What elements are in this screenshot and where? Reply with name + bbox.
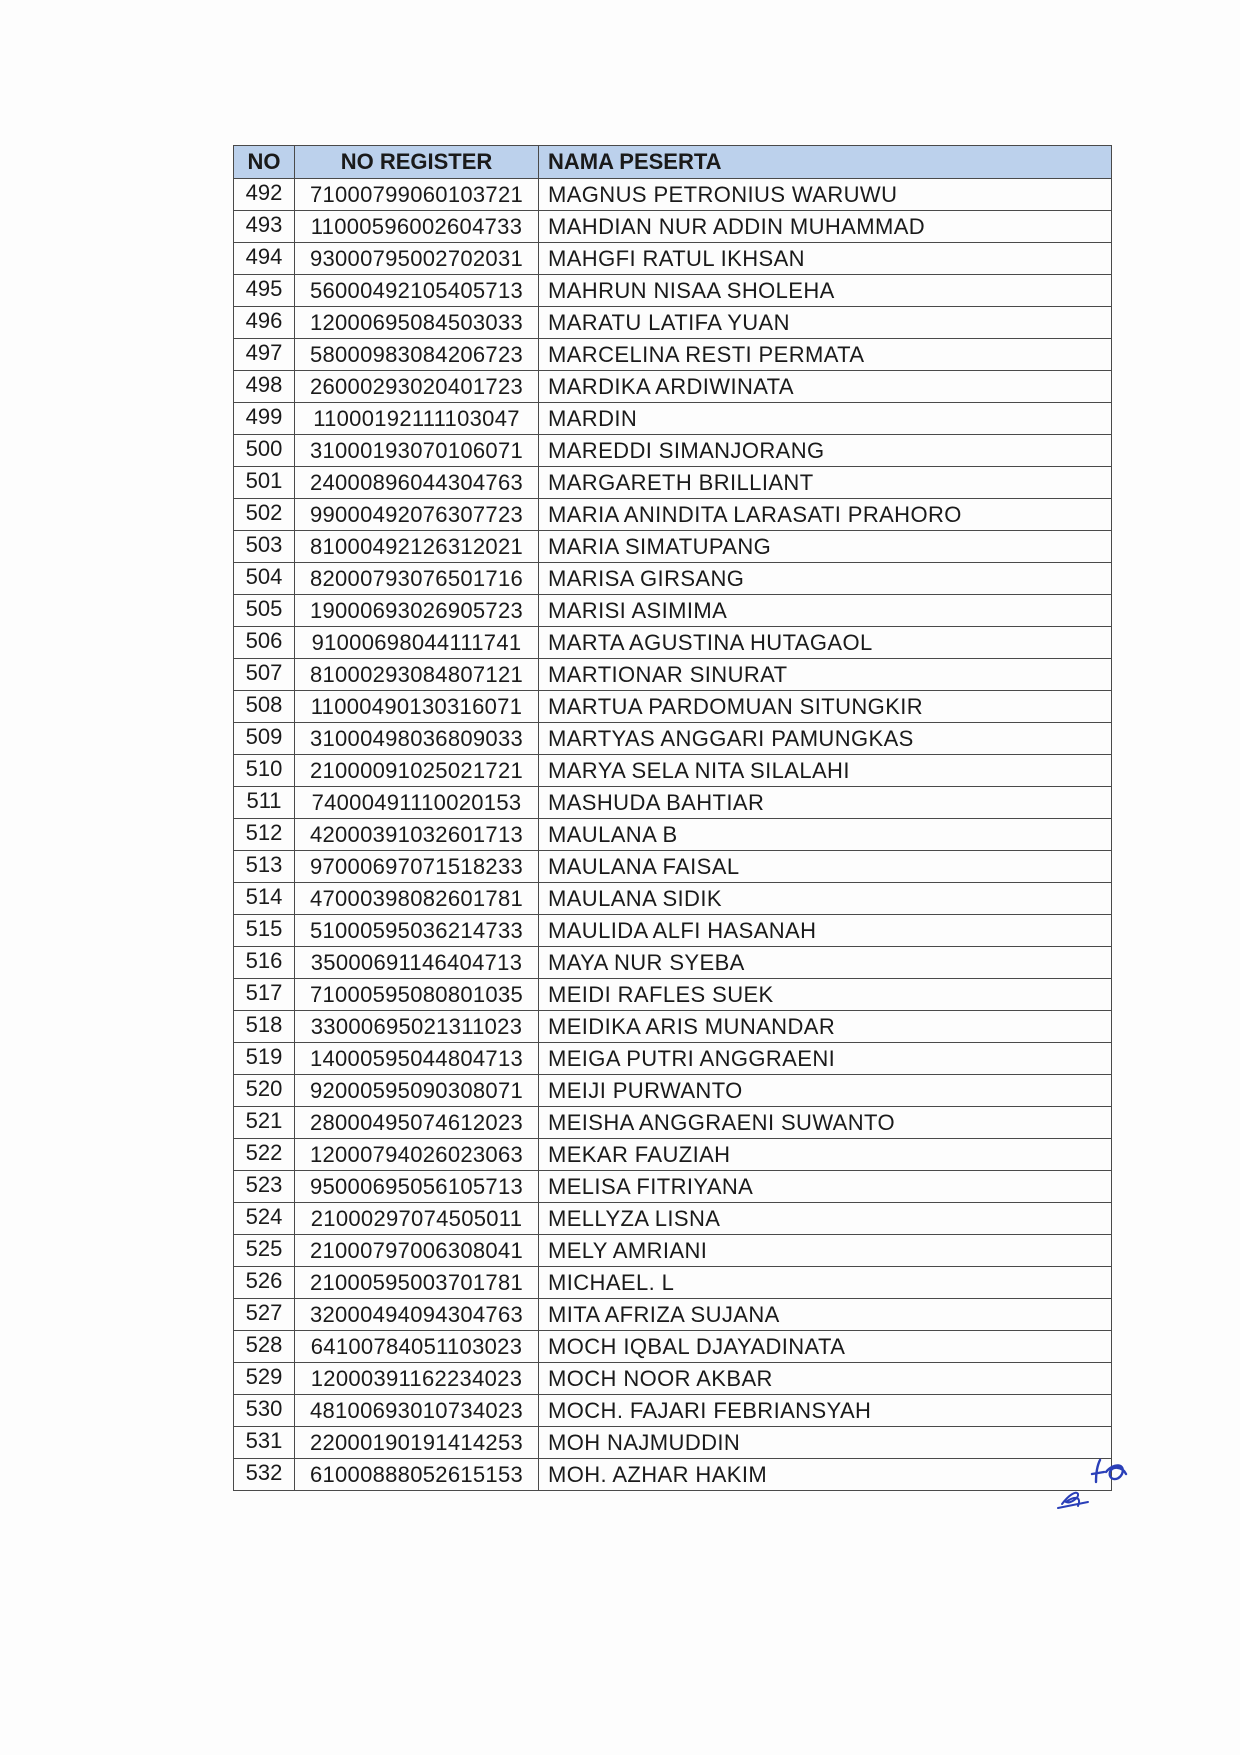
cell-register: 28000495074612023	[295, 1107, 539, 1139]
cell-no: 496	[234, 307, 295, 339]
cell-no: 518	[234, 1011, 295, 1043]
header-name: NAMA PESERTA	[539, 146, 1112, 179]
cell-register: 21000595003701781	[295, 1267, 539, 1299]
cell-register: 82000793076501716	[295, 563, 539, 595]
table-row	[234, 819, 1112, 851]
cell-register: 91000698044111741	[295, 627, 539, 659]
cell-name: MARDIKA ARDIWINATA	[539, 371, 1112, 403]
table-row	[234, 787, 1112, 819]
cell-register: 58000983084206723	[295, 339, 539, 371]
cell-name: MAHDIAN NUR ADDIN MUHAMMAD	[539, 211, 1112, 243]
table-row	[234, 1363, 1112, 1395]
cell-no: 521	[234, 1107, 295, 1139]
table-row	[234, 275, 1112, 307]
cell-register: 11000192111103047	[295, 403, 539, 435]
cell-register: 11000490130316071	[295, 691, 539, 723]
cell-register: 19000693026905723	[295, 595, 539, 627]
cell-register: 35000691146404713	[295, 947, 539, 979]
table-row	[234, 1459, 1112, 1491]
cell-register: 12000391162234023	[295, 1363, 539, 1395]
cell-register: 74000491110020153	[295, 787, 539, 819]
table-row	[234, 1235, 1112, 1267]
cell-no: 506	[234, 627, 295, 659]
cell-name: MARISA GIRSANG	[539, 563, 1112, 595]
cell-register: 11000596002604733	[295, 211, 539, 243]
cell-no: 527	[234, 1299, 295, 1331]
table-row	[234, 1203, 1112, 1235]
cell-register: 97000697071518233	[295, 851, 539, 883]
table-row	[234, 915, 1112, 947]
cell-no: 528	[234, 1331, 295, 1363]
cell-register: 92000595090308071	[295, 1075, 539, 1107]
cell-no: 515	[234, 915, 295, 947]
cell-register: 21000297074505011	[295, 1203, 539, 1235]
header-register: NO REGISTER	[295, 146, 539, 179]
cell-register: 32000494094304763	[295, 1299, 539, 1331]
cell-name: MARISI ASIMIMA	[539, 595, 1112, 627]
cell-name: MOH NAJMUDDIN	[539, 1427, 1112, 1459]
table-row	[234, 947, 1112, 979]
cell-register: 21000797006308041	[295, 1235, 539, 1267]
cell-no: 507	[234, 659, 295, 691]
cell-name: MARGARETH BRILLIANT	[539, 467, 1112, 499]
cell-name: MEKAR FAUZIAH	[539, 1139, 1112, 1171]
cell-name: MEIDI RAFLES SUEK	[539, 979, 1112, 1011]
table-row	[234, 1331, 1112, 1363]
cell-name: MITA AFRIZA SUJANA	[539, 1299, 1112, 1331]
cell-register: 81000293084807121	[295, 659, 539, 691]
table-row	[234, 851, 1112, 883]
cell-register: 48100693010734023	[295, 1395, 539, 1427]
cell-register: 93000795002702031	[295, 243, 539, 275]
table-row	[234, 243, 1112, 275]
cell-no: 508	[234, 691, 295, 723]
table-row	[234, 1107, 1112, 1139]
cell-name: MEISHA ANGGRAENI SUWANTO	[539, 1107, 1112, 1139]
cell-register: 71000799060103721	[295, 179, 539, 211]
table-row	[234, 1267, 1112, 1299]
cell-register: 31000193070106071	[295, 435, 539, 467]
cell-register: 33000695021311023	[295, 1011, 539, 1043]
table-header	[234, 146, 1112, 179]
cell-no: 529	[234, 1363, 295, 1395]
table-row	[234, 339, 1112, 371]
cell-no: 514	[234, 883, 295, 915]
cell-no: 519	[234, 1043, 295, 1075]
table-row	[234, 979, 1112, 1011]
cell-name: MELY AMRIANI	[539, 1235, 1112, 1267]
table-row	[234, 627, 1112, 659]
cell-no: 531	[234, 1427, 295, 1459]
cell-register: 31000498036809033	[295, 723, 539, 755]
header-row	[234, 146, 1112, 179]
cell-name: MARIA ANINDITA LARASATI PRAHORO	[539, 499, 1112, 531]
cell-name: MOCH IQBAL DJAYADINATA	[539, 1331, 1112, 1363]
cell-register: 61000888052615153	[295, 1459, 539, 1491]
cell-name: MELLYZA LISNA	[539, 1203, 1112, 1235]
cell-register: 81000492126312021	[295, 531, 539, 563]
cell-no: 497	[234, 339, 295, 371]
cell-name: MAULANA FAISAL	[539, 851, 1112, 883]
cell-no: 504	[234, 563, 295, 595]
cell-register: 56000492105405713	[295, 275, 539, 307]
table-row	[234, 659, 1112, 691]
table-body	[234, 179, 1112, 1491]
table-row	[234, 1299, 1112, 1331]
cell-name: MEIDIKA ARIS MUNANDAR	[539, 1011, 1112, 1043]
cell-no: 498	[234, 371, 295, 403]
table-row	[234, 531, 1112, 563]
cell-register: 95000695056105713	[295, 1171, 539, 1203]
cell-no: 501	[234, 467, 295, 499]
cell-name: MASHUDA BAHTIAR	[539, 787, 1112, 819]
cell-name: MAREDDI SIMANJORANG	[539, 435, 1112, 467]
cell-no: 511	[234, 787, 295, 819]
cell-name: MAYA NUR SYEBA	[539, 947, 1112, 979]
header-no: NO	[234, 146, 295, 179]
table-row	[234, 1427, 1112, 1459]
cell-no: 505	[234, 595, 295, 627]
cell-register: 42000391032601713	[295, 819, 539, 851]
table-row	[234, 595, 1112, 627]
cell-register: 12000695084503033	[295, 307, 539, 339]
cell-register: 51000595036214733	[295, 915, 539, 947]
cell-name: MAULANA SIDIK	[539, 883, 1112, 915]
cell-register: 14000595044804713	[295, 1043, 539, 1075]
cell-no: 524	[234, 1203, 295, 1235]
cell-name: MOH. AZHAR HAKIM	[539, 1459, 1112, 1491]
cell-no: 522	[234, 1139, 295, 1171]
handwritten-initials-mark	[1052, 1452, 1132, 1512]
cell-no: 499	[234, 403, 295, 435]
cell-register: 47000398082601781	[295, 883, 539, 915]
table-row	[234, 467, 1112, 499]
cell-name: MARTA AGUSTINA HUTAGAOL	[539, 627, 1112, 659]
cell-name: MAULANA B	[539, 819, 1112, 851]
cell-name: MEIGA PUTRI ANGGRAENI	[539, 1043, 1112, 1075]
cell-name: MEIJI PURWANTO	[539, 1075, 1112, 1107]
cell-register: 12000794026023063	[295, 1139, 539, 1171]
cell-no: 526	[234, 1267, 295, 1299]
cell-name: MARDIN	[539, 403, 1112, 435]
cell-name: MARYA SELA NITA SILALAHI	[539, 755, 1112, 787]
cell-no: 509	[234, 723, 295, 755]
cell-name: MAHRUN NISAA SHOLEHA	[539, 275, 1112, 307]
cell-name: MELISA FITRIYANA	[539, 1171, 1112, 1203]
cell-name: MARTUA PARDOMUAN SITUNGKIR	[539, 691, 1112, 723]
cell-no: 500	[234, 435, 295, 467]
table-row	[234, 403, 1112, 435]
table-row	[234, 563, 1112, 595]
cell-name: MARATU LATIFA YUAN	[539, 307, 1112, 339]
table-row	[234, 435, 1112, 467]
table-row	[234, 371, 1112, 403]
cell-no: 493	[234, 211, 295, 243]
cell-no: 502	[234, 499, 295, 531]
table-row	[234, 723, 1112, 755]
cell-register: 99000492076307723	[295, 499, 539, 531]
cell-no: 503	[234, 531, 295, 563]
cell-no: 530	[234, 1395, 295, 1427]
cell-no: 512	[234, 819, 295, 851]
cell-no: 517	[234, 979, 295, 1011]
cell-name: MARIA SIMATUPANG	[539, 531, 1112, 563]
cell-no: 532	[234, 1459, 295, 1491]
table-row	[234, 211, 1112, 243]
table-row	[234, 755, 1112, 787]
cell-name: MOCH NOOR AKBAR	[539, 1363, 1112, 1395]
cell-no: 516	[234, 947, 295, 979]
table-row	[234, 1075, 1112, 1107]
cell-name: MARTYAS ANGGARI PAMUNGKAS	[539, 723, 1112, 755]
cell-register: 24000896044304763	[295, 467, 539, 499]
cell-no: 513	[234, 851, 295, 883]
table-row	[234, 307, 1112, 339]
cell-name: MARTIONAR SINURAT	[539, 659, 1112, 691]
cell-name: MAULIDA ALFI HASANAH	[539, 915, 1112, 947]
cell-no: 492	[234, 179, 295, 211]
table-row	[234, 691, 1112, 723]
cell-register: 22000190191414253	[295, 1427, 539, 1459]
participant-table	[233, 145, 1112, 1491]
table-row	[234, 179, 1112, 211]
cell-name: MAHGFI RATUL IKHSAN	[539, 243, 1112, 275]
table-row	[234, 499, 1112, 531]
table-row	[234, 1171, 1112, 1203]
table-row	[234, 1139, 1112, 1171]
table-row	[234, 883, 1112, 915]
cell-no: 495	[234, 275, 295, 307]
cell-no: 510	[234, 755, 295, 787]
cell-name: MICHAEL. L	[539, 1267, 1112, 1299]
cell-no: 520	[234, 1075, 295, 1107]
cell-register: 21000091025021721	[295, 755, 539, 787]
table-row	[234, 1043, 1112, 1075]
cell-register: 71000595080801035	[295, 979, 539, 1011]
cell-name: MAGNUS PETRONIUS WARUWU	[539, 179, 1112, 211]
cell-name: MOCH. FAJARI FEBRIANSYAH	[539, 1395, 1112, 1427]
cell-no: 525	[234, 1235, 295, 1267]
cell-name: MARCELINA RESTI PERMATA	[539, 339, 1112, 371]
table-row	[234, 1395, 1112, 1427]
cell-register: 64100784051103023	[295, 1331, 539, 1363]
cell-register: 26000293020401723	[295, 371, 539, 403]
cell-no: 494	[234, 243, 295, 275]
cell-no: 523	[234, 1171, 295, 1203]
table-row	[234, 1011, 1112, 1043]
